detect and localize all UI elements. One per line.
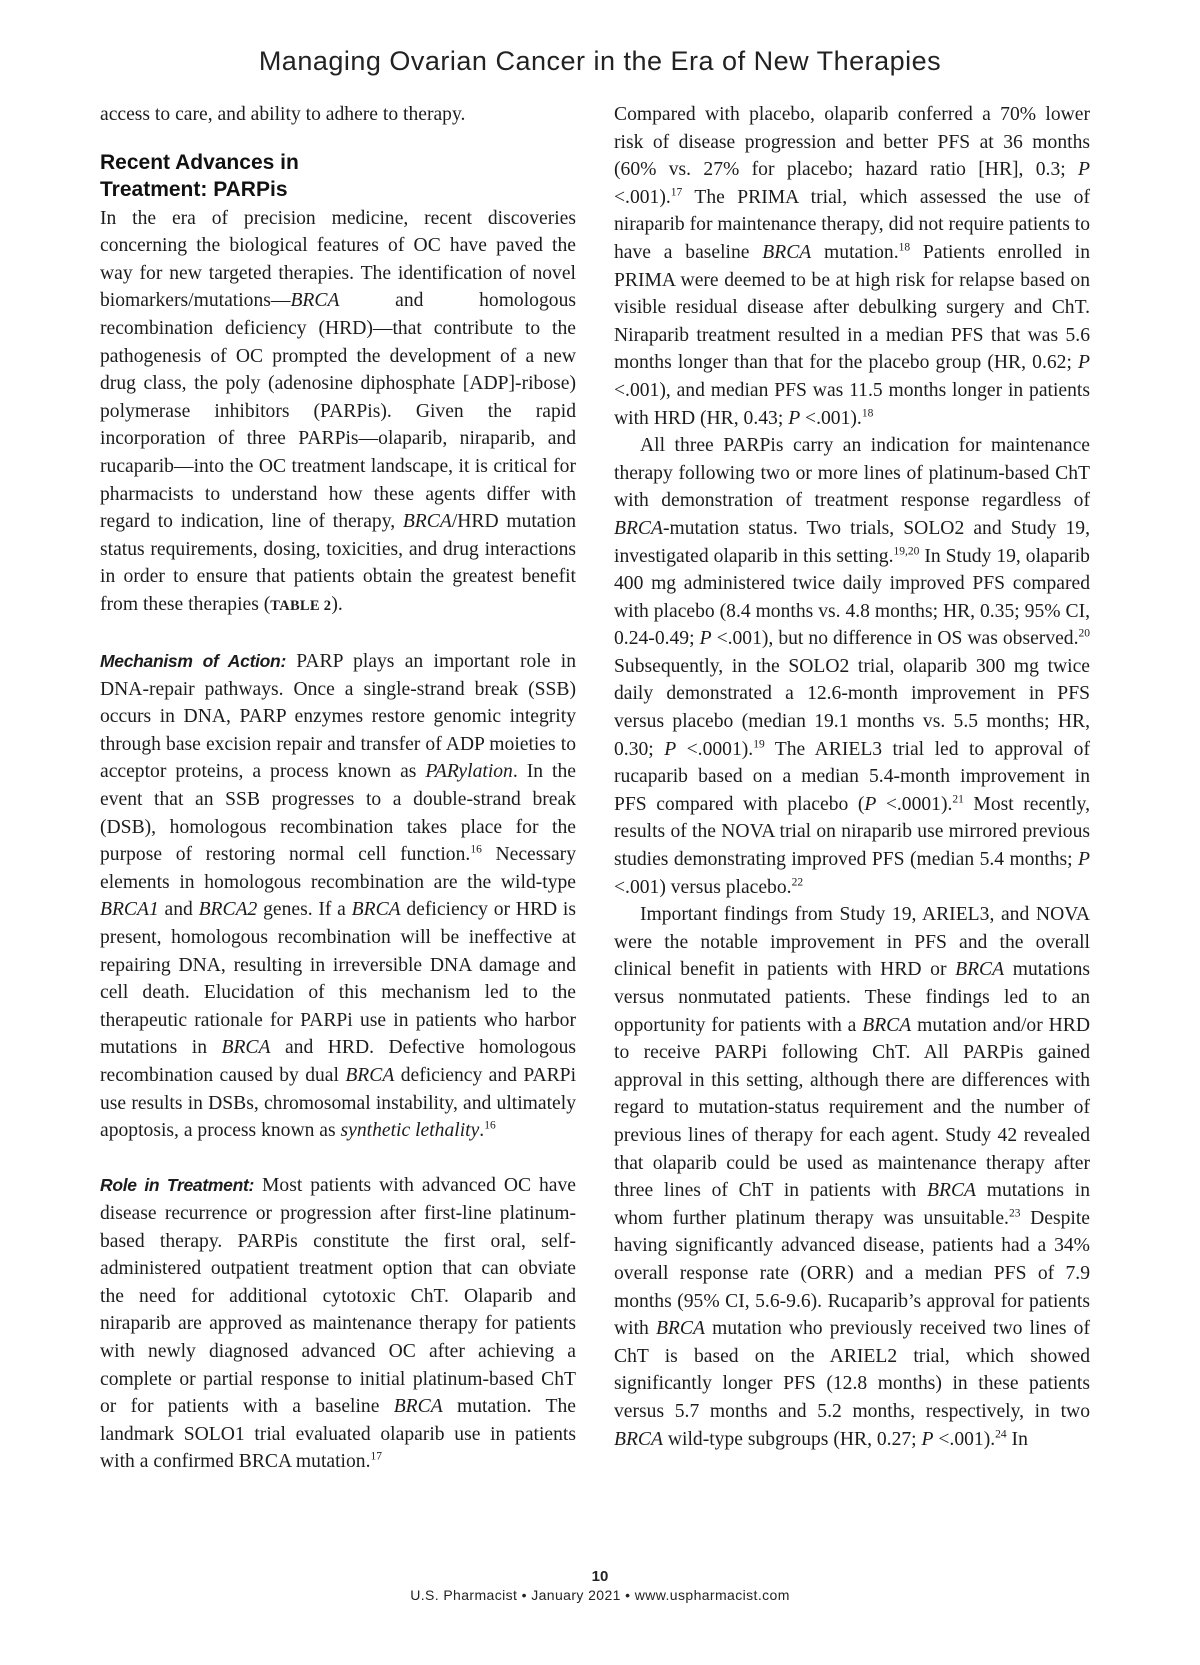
role-paragraph: Role in Treatment: Most patients with advanced OC have disease recurrence or progression after first-line platinum-based therapy. PARPis constitute the first oral, self-administered outpatient treatment option that can obviate the need for additional cytotoxic ChT. Olaparib and niraparib are approved as maintenance therapy for patients with newly diagnosed advanced OC after achieving a complete or partial response to initial platinum-based ChT or for patients with a baseline BRCA mutation. The landmark SOLO1 trial evaluated olaparib use in patients with a confirmed BRCA mutation.$^{17}$: [100, 1175, 576, 1473]
citation: 22: [791, 876, 804, 889]
parpis-intro-paragraph: In the era of precision medicine, recent discoveries concerning the biological features of OC have paved the way for new targeted therapies. The identification of novel biomarkers/mutations—BRCA and homologous recombination deficiency (HRD)—that contribute to the pathogenesis of OC prompted the development of a new drug class, the poly (adenosine diphosphate [ADP]-ribose) polymerase inhibitors (PARPis). Given the rapid incorporation of three PARPis—olaparib, niraparib, and rucaparib—into the OC treatment landscape, it is critical for pharmacists to understand how these agents differ with regard to indication, line of therapy, BRCA/HRD mutation status requirements, dosing, toxicities, and drug interactions in order to ensure that patients obtain the greatest benefit from these therapies (TABLE 2).: [100, 207, 576, 615]
citation: 24: [995, 1427, 1007, 1440]
role-heading: Role in Treatment:: [100, 1175, 255, 1196]
running-header: Managing Ovarian Cancer in the Era of New Therapies: [258, 46, 942, 76]
citation: 23: [1008, 1207, 1021, 1220]
citation: 17: [670, 186, 683, 199]
citation: 19: [753, 738, 765, 751]
citation: 21: [952, 793, 964, 806]
citation: 20: [1078, 627, 1091, 640]
right-column: [614, 101, 1090, 1453]
section-heading-line2: Treatment: PARPis: [100, 177, 288, 201]
citation: 18: [898, 241, 911, 254]
solo1-prima-paragraph: Compared with placebo, olaparib conferred a 70% lower risk of disease progression and better PFS at 36 months (60% vs. 27% for placebo; hazard ratio [HR], 0.3; P <.001).$^{17}$ The PRIMA trial, which assessed the use of niraparib for maintenance therapy, did not require patients to have a baseline BRCA mutation.$^{18}$ Patients enrolled in PRIMA were deemed to be at high risk for relapse based on visible residual disease after debulking surgery and ChT. Niraparib treatment resulted in a median PFS that was 5.6 months longer than that for the placebo group (HR, 0.62; P <.001), and median PFS was 11.5 months longer in patients with HRD (HR, 0.43; P <.001).$^{18}$: [614, 104, 1090, 429]
citation: 16: [470, 843, 482, 856]
findings-paragraph: Important findings from Study 19, ARIEL3, and NOVA were the notable improvement in PFS and the overall clinical benefit in patients with HRD or BRCA mutations versus nonmutated patients. These findings led to an opportunity for patients with a BRCA mutation and/or HRD to receive PARPi following ChT. All PARPis gained approval in this setting, although there are differences with regard to mutation-status requirement and the number of previous lines of therapy for each agent. Study 42 revealed that olaparib could be used as maintenance therapy after three lines of ChT in patients with BRCA mutations in whom further platinum therapy was unsuitable.$^{23}$ Despite having significantly advanced disease, patients had a 34% overall response rate (ORR) and a median PFS of 7.9 months (95% CI, 5.6-9.6). Rucaparib’s approval for patients with BRCA mutation who previously received two lines of ChT is based on the ARIEL2 trial, which showed significantly longer PFS (12.8 months) in these patients versus 5.7 months and 5.2 months, respectively, in two BRCA wild-type subgroups (HR, 0.27; P <.001).$^{24}$ In: [614, 904, 1091, 1450]
citation: 19,20: [893, 544, 920, 557]
page-number: 10: [591, 1568, 609, 1585]
table-reference: TABLE 2: [270, 597, 332, 614]
left-column: [100, 101, 576, 1476]
citation: 18: [861, 407, 874, 419]
maintenance-paragraph: All three PARPis carry an indication for maintenance therapy following two or more lines of platinum-based ChT with demonstration of treatment response regardless of BRCA-mutation status. Two trials, SOLO2 and Study 19, investigated olaparib in this setting.$^{19,20}$ In Study 19, olaparib 400 mg administered twice daily improved PFS compared with placebo (8.4 months vs. 4.8 months; HR, 0.35; 95% CI, 0.24-0.49; P <.001), but no difference in OS was observed.$^{20}$ Subsequently, in the SOLO2 trial, olaparib 300 mg twice daily demonstrated a 12.6-month improvement in PFS versus placebo (median 19.1 months vs. 5.5 months; HR, 0.30; P <.0001).$^{19}$ The ARIEL3 trial led to approval of rucaparib based on a median 5.4-month improvement in PFS compared with placebo (P <.0001).$^{21}$ Most recently, results of the NOVA trial on niraparib use mirrored previous studies demonstrating improved PFS (median 5.4 months; P <.001) versus placebo.$^{22}$: [614, 435, 1091, 898]
intro-tail-paragraph: access to care, and ability to adhere to therapy.: [100, 104, 466, 125]
publication-footer: U.S. Pharmacist • January 2021 • www.uspharmacist.com: [410, 1587, 790, 1603]
section-heading-line1: Recent Advances in: [100, 150, 299, 174]
section-heading: [100, 149, 576, 203]
mechanism-paragraph: Mechanism of Action: PARP plays an important role in DNA-repair pathways. Once a single-strand break (SSB) occurs in DNA, PARP enzymes restore genomic integrity through base excision repair and transfer of ADP moieties to acceptor proteins, a process known as PARylation. In the event that an SSB progresses to a double-strand break (DSB), homologous recombination takes place for the purpose of restoring normal cell function.$^{16}$ Necessary elements in homologous recombination are the wild-type BRCA1 and BRCA2 genes. If a BRCA deficiency or HRD is present, homologous recombination will be ineffective at repairing DNA, resulting in irreversible DNA damage and cell death. Elucidation of this mechanism led to the therapeutic rationale for PARPi use in patients who harbor mutations in BRCA and HRD. Defective homologous recombination caused by dual BRCA deficiency and PARPi use results in DSBs, chromosomal instability, and ultimately apoptosis, a process known as synthetic lethality.$^{16}$: [100, 651, 577, 1142]
citation: 16: [484, 1119, 496, 1132]
mechanism-heading: Mechanism of Action:: [100, 651, 286, 672]
citation: 17: [370, 1450, 382, 1463]
